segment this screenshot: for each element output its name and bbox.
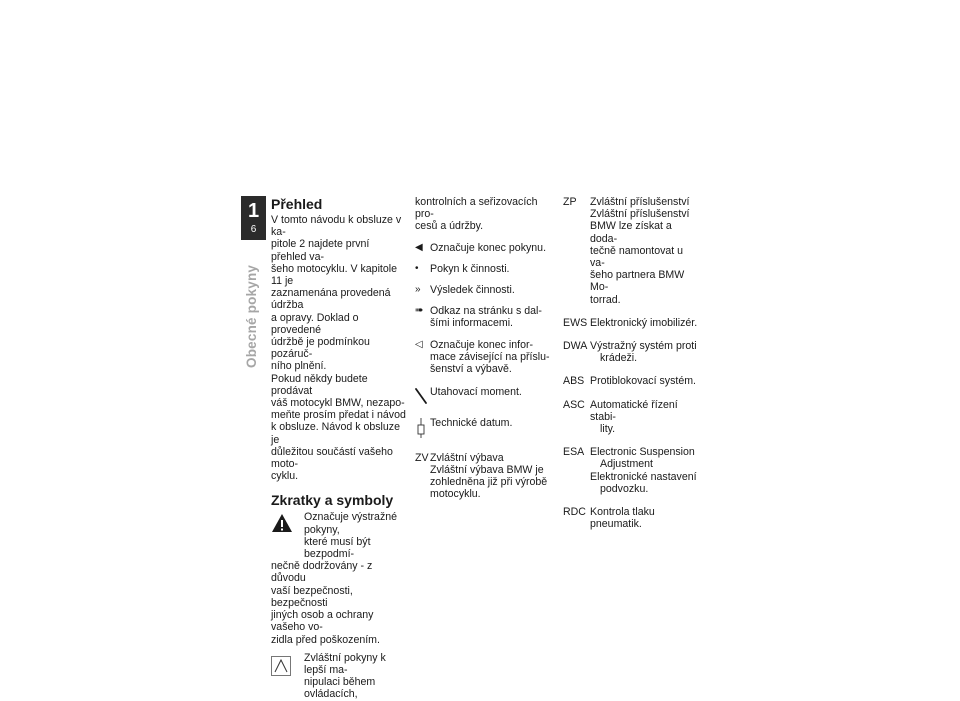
text-line: Zvláštní výbava BMW je xyxy=(430,463,544,476)
abbreviation: RDC xyxy=(563,506,586,519)
text-line: zidla před poškozením. xyxy=(271,633,380,646)
text-line: Zvláštní výbava xyxy=(430,451,504,464)
text-line: kontrolních a seřizovacích pro- xyxy=(415,196,538,221)
text-line: Automatické řízení stabi- xyxy=(590,398,678,423)
symbol-description: Označuje konec pokynu. xyxy=(430,241,547,254)
overview-paragraph-1 xyxy=(271,214,407,373)
text-line: vaší bezpečnosti, bezpečnosti xyxy=(271,584,353,609)
text-line: krádeži. xyxy=(600,352,638,365)
torque-icon-cell xyxy=(415,386,430,409)
abbreviation-description xyxy=(430,452,550,501)
abbreviation-row-zp xyxy=(563,196,698,306)
abbreviation-description: Elektronický imobilizér. xyxy=(590,316,698,329)
text-line: Výstražný systém proti xyxy=(590,340,697,353)
text-line: šími informacemi. xyxy=(430,317,513,330)
text-line: pitole 2 najdete první přehled va- xyxy=(271,238,370,263)
note-triangle-icon xyxy=(271,656,291,676)
abbreviation-row-asc xyxy=(563,399,698,436)
abbreviation-description xyxy=(590,196,698,306)
text-line: motocyklu. xyxy=(430,488,481,501)
text-line: podvozku. xyxy=(600,482,649,495)
result-icon: » xyxy=(415,284,421,296)
chapter-number: 1 xyxy=(247,200,260,222)
abbreviation-description xyxy=(590,340,698,364)
overview-paragraph-2 xyxy=(271,373,407,483)
symbol-row-bullet xyxy=(415,263,550,275)
text-line: meňte prosím předat i návod xyxy=(271,409,406,422)
symbol-description: Utahovací moment. xyxy=(430,386,522,399)
text-line: Elektronické nastavení xyxy=(590,470,697,483)
symbol-row-torque xyxy=(415,386,550,409)
technical-data-icon xyxy=(415,417,427,439)
text-line: jiných osob a ochrany vašeho vo- xyxy=(271,609,374,634)
text-line: šeho partnera BMW Mo- xyxy=(590,269,685,294)
text-line: údržbě je podmínkou pozáruč- xyxy=(271,336,370,361)
abbreviation-description: Kontrola tlaku pneumatik. xyxy=(590,506,655,531)
abbreviation: DWA xyxy=(563,340,588,353)
symbol-description: Výsledek činnosti. xyxy=(430,284,515,297)
text-line: které musí být bezpodmí- xyxy=(304,535,371,561)
abbreviation-row-ews xyxy=(563,317,698,329)
abbreviation: ZP xyxy=(563,196,577,208)
chapter-side-label: Obecné pokyny xyxy=(244,264,259,368)
text-line: Pokud někdy budete prodávat xyxy=(271,372,368,397)
abbreviation-row-rdc xyxy=(563,506,698,530)
abbreviation: ABS xyxy=(563,375,585,388)
section-title-zkratky: Zkratky a symboly xyxy=(271,492,394,509)
text-line: lity. xyxy=(600,423,616,436)
column-1 xyxy=(271,196,407,701)
text-line: šenství a výbavě. xyxy=(430,363,512,376)
text-line: Zvláštní příslušenství xyxy=(590,196,690,208)
symbol-description xyxy=(430,305,550,329)
symbol-description: Technické datum. xyxy=(430,417,513,430)
symbol-row-result xyxy=(415,284,550,296)
abbreviation: ZV xyxy=(415,451,429,464)
text-line: Označuje konec infor- xyxy=(430,338,534,351)
text-line: důležitou součástí vašeho moto- xyxy=(271,445,393,471)
abbreviation-row-dwa xyxy=(563,340,698,364)
text-line: cyklu. xyxy=(271,470,299,483)
column-3 xyxy=(563,196,698,541)
text-line: váš motocykl BMW, nezapo- xyxy=(271,397,405,410)
text-line: nečně dodržovány - z důvodu xyxy=(271,560,373,585)
text-line: Electronic Suspension xyxy=(590,446,695,459)
special-note xyxy=(271,652,407,701)
section-title-prehled: Přehled xyxy=(271,196,323,212)
text-line: cesů a údržby. xyxy=(415,220,484,233)
text-line: Odkaz na stránku s dal- xyxy=(430,305,542,318)
abbreviation-row-zv xyxy=(415,452,550,501)
warning-triangle-icon xyxy=(271,513,293,533)
text-line: a opravy. Doklad o provedené xyxy=(271,311,359,336)
intro-continued xyxy=(415,196,550,233)
text-line: mace závisející na příslu- xyxy=(430,350,550,363)
abbreviation: ESA xyxy=(563,446,585,459)
text-line: Adjustment xyxy=(600,458,653,471)
text-line: BMW lze získat a doda- xyxy=(590,220,672,245)
accessory-end-icon: ◁ xyxy=(415,338,423,350)
text-line: tečně namontovat u va- xyxy=(590,244,684,270)
abbreviation-description xyxy=(590,446,698,495)
technical-icon-cell xyxy=(415,417,430,442)
text-line: k obsluze. Návod k obsluze je xyxy=(271,421,400,446)
column-2 xyxy=(415,196,550,500)
text-line: zaznamenána provedená údržba xyxy=(271,287,391,312)
text-line: V tomto návodu k obsluze v ka- xyxy=(271,214,402,239)
text-line: šeho motocyklu. V kapitole 11 je xyxy=(271,262,398,288)
warning-text-continued xyxy=(271,560,407,645)
abbreviation: ASC xyxy=(563,398,585,411)
symbol-row-end xyxy=(415,242,550,254)
text-line: nipulaci během ovládacích, xyxy=(304,676,376,701)
abbreviation: EWS xyxy=(563,316,588,329)
page-number: 6 xyxy=(250,224,257,235)
abbreviation-description xyxy=(590,399,698,436)
text-line: Označuje výstražné pokyny, xyxy=(304,511,398,536)
end-of-instruction-icon: ◀ xyxy=(415,241,423,253)
text-line: Zvláštní pokyny k lepší ma- xyxy=(304,651,386,676)
symbol-description: Pokyn k činnosti. xyxy=(430,262,510,275)
symbol-row-reference xyxy=(415,305,550,329)
warning-note xyxy=(271,511,407,560)
chapter-tab xyxy=(241,196,266,240)
text-line: Zvláštní příslušenství xyxy=(590,208,690,221)
text-line: ního plnění. xyxy=(271,360,327,373)
abbreviation-row-abs xyxy=(563,375,698,387)
symbol-row-accessory-end xyxy=(415,339,550,376)
text-line: zohledněna již při výrobě xyxy=(430,476,548,489)
torque-wrench-icon xyxy=(415,386,427,406)
abbreviation-row-esa xyxy=(563,446,698,495)
text-line: torrad. xyxy=(590,293,621,306)
bullet-icon: • xyxy=(415,262,419,274)
symbol-row-technical xyxy=(415,417,550,442)
symbol-description xyxy=(430,339,550,376)
reference-arrow-icon: ➠ xyxy=(415,305,424,317)
abbreviation-description: Protiblokovací systém. xyxy=(590,375,696,388)
